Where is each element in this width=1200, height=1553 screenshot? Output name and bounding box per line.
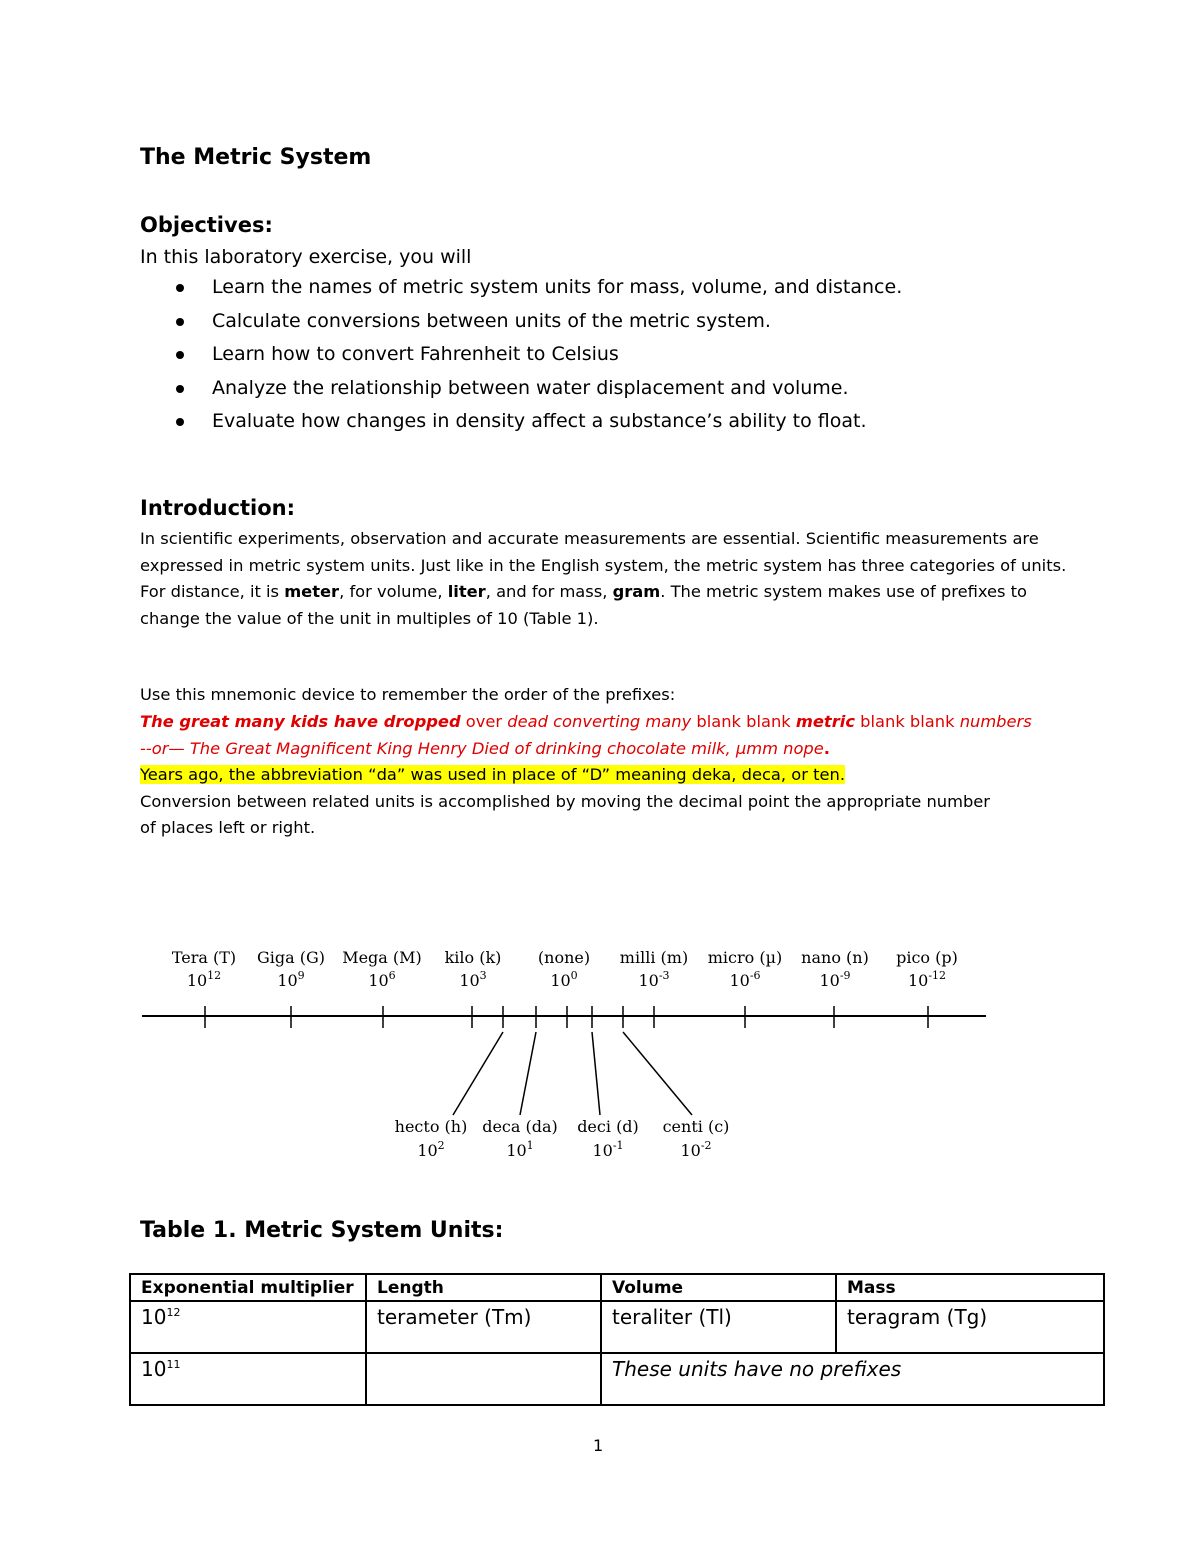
power-none: $10^0$ — [550, 969, 578, 990]
leader-deci — [592, 1032, 600, 1115]
label-hecto: hecto (h) — [394, 1117, 468, 1136]
leader-centi — [623, 1032, 692, 1115]
power-deca: $10^1$ — [506, 1139, 534, 1160]
cell-multiplier: $10^{11}$ — [130, 1353, 366, 1405]
table-row — [130, 1353, 1104, 1405]
header-length: Length — [366, 1274, 601, 1301]
cell-no-prefix-note: These units have no prefixes — [601, 1353, 1104, 1405]
list-item: Analyze the relationship between water displacement and volume. — [140, 374, 902, 408]
label-deci: deci (d) — [577, 1117, 639, 1136]
power-micro: $10^{-6}$ — [729, 969, 761, 990]
header-volume: Volume — [601, 1274, 836, 1301]
mnemonic-line-2: --or— The Great Magnificent King Henry Died of drinking chocolate milk, µmm nope. — [140, 739, 830, 758]
power-centi: $10^{-2}$ — [680, 1139, 712, 1160]
header-mass: Mass — [836, 1274, 1104, 1301]
cell-length: terameter (Tm) — [366, 1301, 601, 1353]
power-giga: $10^9$ — [277, 969, 305, 990]
table-row — [130, 1301, 1104, 1353]
label-mega: Mega (M) — [342, 948, 422, 967]
deca-note: Years ago, the abbreviation “da” was used in place of “D” meaning deka, deca, or ten. — [140, 765, 845, 784]
conversion-line-1: Conversion between related units is accomplished by moving the decimal point the appropriate number — [140, 792, 990, 811]
header-exponential-multiplier: Exponential multiplier — [130, 1274, 366, 1301]
label-tera: Tera (T) — [171, 948, 237, 967]
leader-deca — [520, 1032, 536, 1115]
label-centi: centi (c) — [662, 1117, 730, 1136]
bullet-icon — [176, 385, 184, 393]
table-header-row — [130, 1274, 1104, 1301]
objectives-heading: Objectives: — [140, 213, 273, 237]
label-micro: micro (µ) — [707, 948, 783, 967]
mnemonic-line-1: The great many kids have dropped over dead converting many blank blank metric blank blank numbers — [140, 712, 1032, 731]
leader-hecto — [453, 1032, 503, 1115]
cell-mass: teragram (Tg) — [836, 1301, 1104, 1353]
bullet-icon — [176, 318, 184, 326]
metric-units-table — [129, 1273, 1105, 1406]
objectives-lead: In this laboratory exercise, you will — [140, 246, 472, 268]
power-mega: $10^6$ — [368, 969, 396, 990]
power-tera: $10^{12}$ — [186, 969, 222, 990]
prefix-scale-diagram — [0, 930, 1200, 1170]
page-number: 1 — [593, 1436, 604, 1455]
power-nano: $10^{-9}$ — [819, 969, 851, 990]
cell-multiplier: $10^{12}$ — [130, 1301, 366, 1353]
conversion-line-2: of places left or right. — [140, 818, 316, 837]
power-milli: $10^{-3}$ — [638, 969, 670, 990]
power-hecto: $10^2$ — [417, 1139, 445, 1160]
label-kilo: kilo (k) — [444, 948, 502, 967]
bullet-icon — [176, 418, 184, 426]
list-item: Learn how to convert Fahrenheit to Celsius — [140, 340, 902, 374]
table-title: Table 1. Metric System Units: — [140, 1218, 504, 1243]
power-deci: $10^{-1}$ — [592, 1139, 624, 1160]
list-item: Evaluate how changes in density affect a substance’s ability to float. — [140, 407, 902, 441]
bullet-icon — [176, 284, 184, 292]
cell-empty — [366, 1353, 601, 1405]
bullet-icon — [176, 351, 184, 359]
power-kilo: $10^3$ — [459, 969, 487, 990]
cell-volume: teraliter (Tl) — [601, 1301, 836, 1353]
label-none: (none) — [537, 948, 591, 967]
label-nano: nano (n) — [801, 948, 869, 967]
power-pico: $10^{-12}$ — [907, 969, 947, 990]
label-giga: Giga (G) — [256, 948, 326, 967]
objectives-list — [140, 273, 902, 441]
list-item: Calculate conversions between units of the metric system. — [140, 307, 902, 341]
label-deca: deca (da) — [482, 1117, 558, 1136]
list-item: Learn the names of metric system units for mass, volume, and distance. — [140, 273, 902, 307]
mnemonic-lead: Use this mnemonic device to remember the order of the prefixes: — [140, 685, 676, 704]
introduction-heading: Introduction: — [140, 496, 296, 520]
label-milli: milli (m) — [619, 948, 689, 967]
page-title: The Metric System — [140, 145, 372, 170]
introduction-paragraph: In scientific experiments, observation and accurate measurements are essential. Scientific measurements are expressed in metric system units. Just like in the English system, the metric system has three categories of units. For distance, it is meter, for volume, liter, and for mass, gram. The metric system makes use of prefixes to change the value of the unit in multiples of 10 (Table 1). — [140, 529, 1067, 628]
label-pico: pico (p) — [896, 948, 958, 967]
